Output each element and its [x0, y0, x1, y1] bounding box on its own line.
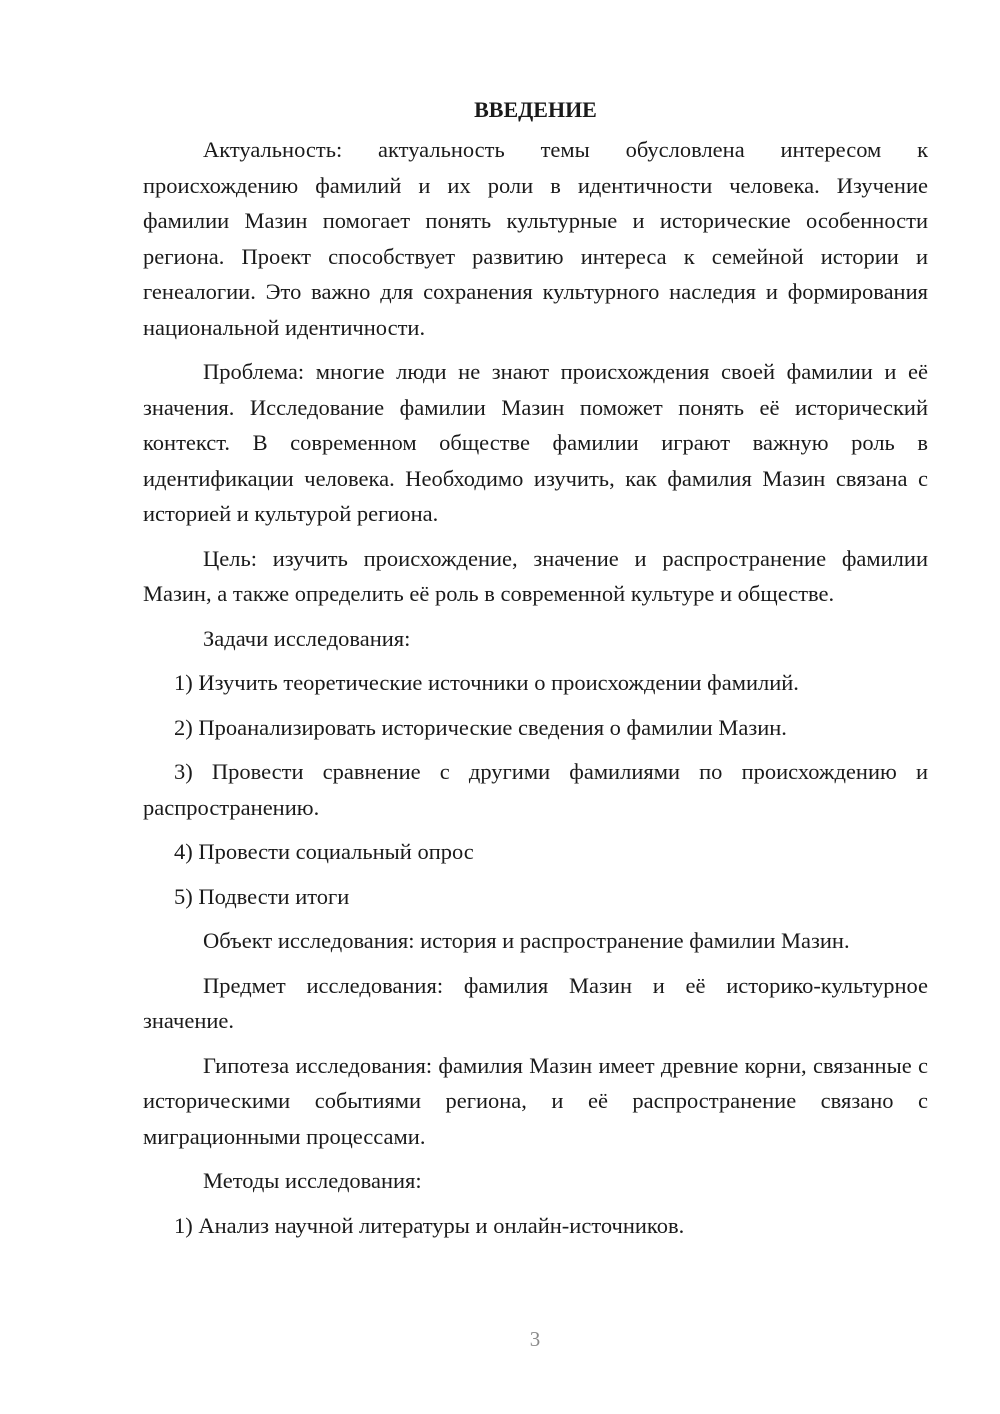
- tasks-heading: Задачи исследования:: [203, 625, 411, 651]
- task-item-4: 4) Провести социальный опрос: [174, 839, 474, 864]
- page-number: 3: [529, 1327, 541, 1351]
- paragraph-relevance: Актуальность: актуальность темы обусловлена интересом к происхождению фамилий и их роли в идентичности человека. Изучение фамилии Мазин помогает понять культурные и исторические особенности региона. Проект способствует развитию интереса к семейной истории и генеалогии. Это важно для сохранения культурного наследия и формирования национальной идентичности.: [143, 137, 928, 340]
- method-item-1: 1) Анализ научной литературы и онлайн-источников.: [174, 1212, 685, 1238]
- paragraph-goal: Цель: изучить происхождение, значение и распространение фамилии Мазин, а также определить её роль в современной культуре и обществе.: [143, 545, 928, 606]
- task-item-2: 2) Проанализировать исторические сведения о фамилии Мазин.: [174, 714, 787, 740]
- paragraph-object: Объект исследования: история и распространение фамилии Мазин.: [203, 928, 850, 953]
- paragraph-hypothesis: Гипотеза исследования: фамилия Мазин имеет древние корни, связанные с историческими событиями региона, и её распространение связано с миграционными процессами.: [143, 1052, 928, 1149]
- paragraph-subject: Предмет исследования: фамилия Мазин и её историко-культурное значение.: [143, 972, 928, 1033]
- document-page: [143, 92, 928, 1252]
- task-item-1: 1) Изучить теоретические источники о происхождении фамилий.: [174, 670, 799, 695]
- task-item-3: 3) Провести сравнение с другими фамилиями по происхождению и распространению.: [143, 759, 928, 820]
- methods-heading: Методы исследования:: [203, 1168, 422, 1193]
- section-title: ВВЕДЕНИЕ: [474, 97, 597, 122]
- paragraph-problem: Проблема: многие люди не знают происхождения своей фамилии и её значения. Исследование фамилии Мазин поможет понять её исторический контекст. В современном обществе фамилии играют важную роль в идентификации человека. Необходимо изучить, как фамилия Мазин связана с историей и культурой региона.: [143, 359, 928, 526]
- task-item-5: 5) Подвести итоги: [174, 883, 350, 909]
